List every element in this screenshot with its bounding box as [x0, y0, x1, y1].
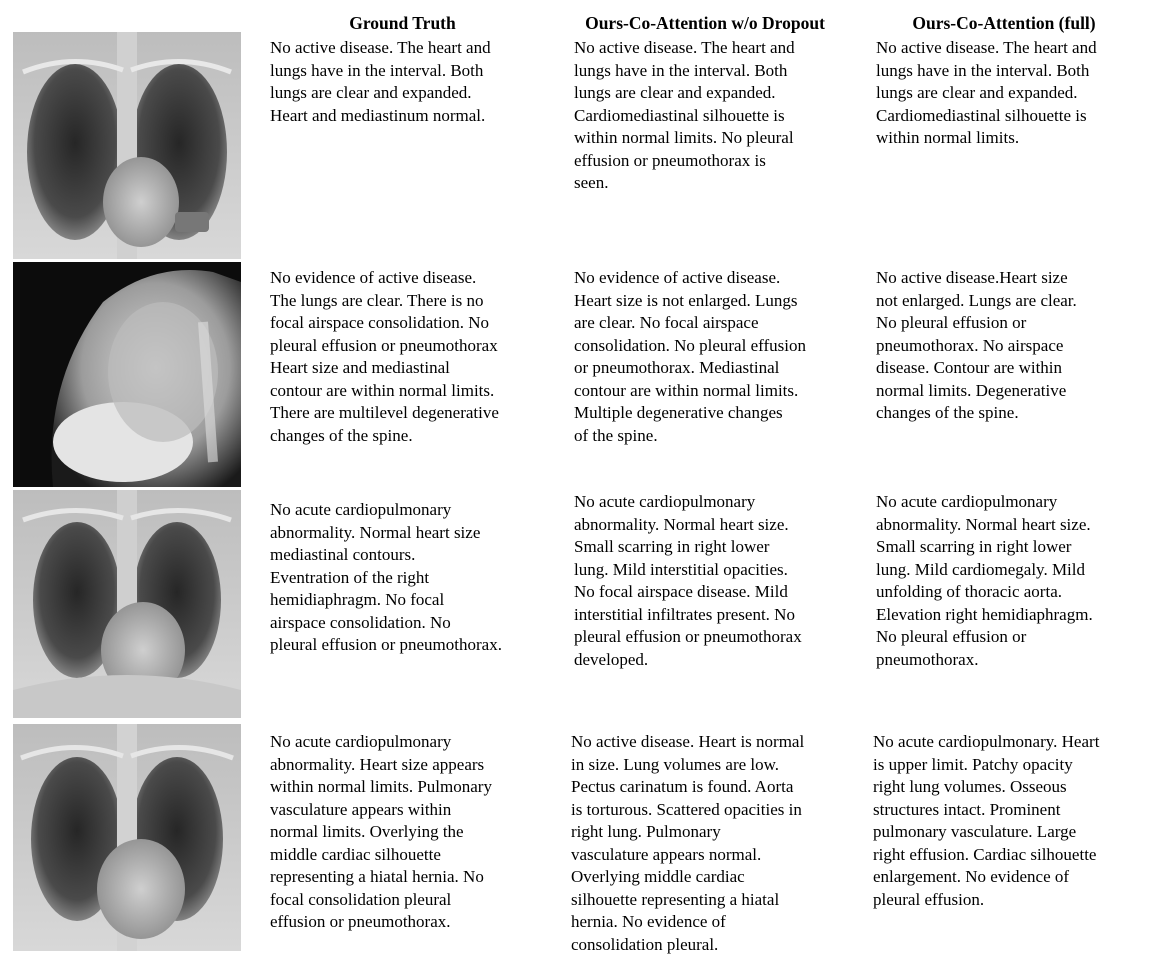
header-no-dropout: Ours-Co-Attention w/o Dropout [585, 13, 825, 33]
ground-truth-text-row-4: No acute cardiopulmonary abnormality. Heart size appears within normal limits. Pulmonary vasculature appears within normal limits. Overlying the middle cardiac silhouette representing a hiatal hernia. No focal consolidation pleural effusion or pneumothorax. [270, 732, 492, 931]
full-text-row-2: No active disease.Heart size not enlarged. Lungs are clear. No pleural effusion or pneumothorax. No airspace disease. Contour are within normal limits. Degenerative changes of the spine. [876, 268, 1077, 422]
no-dropout-text-row-4: No active disease. Heart is normal in size. Lung volumes are low. Pectus carinatum is found. Aorta is torturous. Scattered opacities in right lung. Pulmonary vasculature appears normal. Overlying middle cardiac silhouette representing a hiatal hernia. No evidence of consolidation pleural. [571, 732, 805, 954]
full-text-row-1: No active disease. The heart and lungs have in the interval. Both lungs are clear and expanded. Cardiomediastinal silhouette is within normal limits. [876, 38, 1097, 147]
ground-truth-text-row-3: No acute cardiopulmonary abnormality. Normal heart size mediastinal contours. Eventration of the right hemidiaphragm. No focal airspace consolidation. No pleural effusion or pneumothorax. [270, 500, 502, 654]
header-full: Ours-Co-Attention (full) [912, 13, 1096, 33]
full-text-row-3: No acute cardiopulmonary abnormality. Normal heart size. Small scarring in right lower lung. Mild cardiomegaly. Mild unfolding of thoracic aorta. Elevation right hemidiaphragm. No pleural effusion or pneumothorax. [876, 492, 1093, 669]
full-text-row-4: No acute cardiopulmonary. Heart is upper limit. Patchy opacity right lung volumes. Osseous structures intact. Prominent pulmonary vasculature. Large right effusion. Cardiac silhouette enlargement. No evidence of pleural effusion. [873, 732, 1100, 909]
no-dropout-text-row-2: No evidence of active disease. Heart size is not enlarged. Lungs are clear. No focal airspace consolidation. No pleural effusion or pneumothorax. Mediastinal contour are within normal limits. Multiple degenerative changes of the spine. [574, 268, 806, 445]
xray-image-row-4 [13, 724, 241, 951]
xray-image-row-2 [13, 262, 241, 487]
xray-image-row-1 [13, 32, 241, 259]
ground-truth-text-row-1: No active disease. The heart and lungs have in the interval. Both lungs are clear and expanded. Heart and mediastinum normal. [270, 38, 491, 125]
xray-image-row-3 [13, 490, 241, 718]
no-dropout-text-row-3: No acute cardiopulmonary abnormality. Normal heart size. Small scarring in right lower lung. Mild interstitial opacities. No focal airspace disease. Mild interstitial infiltrates present. No pleural effusion or pneumothorax developed. [574, 492, 802, 669]
no-dropout-text-row-1: No active disease. The heart and lungs have in the interval. Both lungs are clear and expanded. Cardiomediastinal silhouette is within normal limits. No pleural effusion or pneumothorax is seen. [574, 38, 795, 192]
ground-truth-text-row-2: No evidence of active disease. The lungs are clear. There is no focal airspace consolidation. No pleural effusion or pneumothorax Heart size and mediastinal contour are within normal limits. There are multilevel degenerative changes of the spine. [270, 268, 499, 445]
header-ground-truth: Ground Truth [349, 13, 456, 33]
